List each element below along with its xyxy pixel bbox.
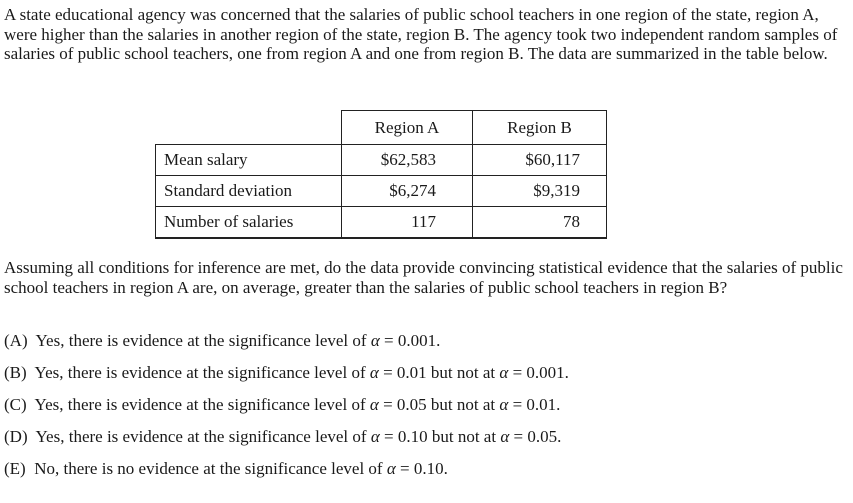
intro-paragraph: A state educational agency was concerned that the salaries of public school teachers in one region of the state, region A, were higher than the salaries in another region of the state, region B. The agency took two independent random samples of salaries of public school teachers, one from region A and one from region B. The data are summarized in the table below. [4,5,838,63]
table-row [156,207,607,239]
question-text: Assuming all conditions for inference are met, do the data provide convincing statistical evidence that the salaries of public school teachers in region A are, on average, greater than the salaries of public school teachers in region B? [4,258,843,297]
choice-letter: (E) [4,459,26,478]
alpha-symbol: α [369,363,379,382]
choice-letter: (A) [4,331,28,350]
choice-value: = 0.001. [379,331,441,350]
n-region-a: 117 [342,207,473,239]
mean-region-b: $60,117 [473,145,607,176]
choice-a[interactable] [4,330,569,362]
choice-text: Yes, there is evidence at the significance level of [35,427,367,446]
choice-value: = 0.001. [508,363,569,382]
summary-table [155,110,607,239]
choice-c[interactable] [4,394,569,426]
choice-text: Yes, there is evidence at the significance level of [34,363,366,382]
table-row [156,145,607,176]
choice-d[interactable] [4,426,569,458]
row-label-sd: Standard deviation [156,176,342,207]
choice-b[interactable] [4,362,569,394]
choice-value: = 0.01 [378,363,427,382]
n-region-b: 78 [473,207,607,239]
alpha-symbol: α [370,331,380,350]
choice-text: No, there is no evidence at the significance level of [34,459,383,478]
choice-value: = 0.01. [508,395,561,414]
alpha-symbol: α [499,395,509,414]
mean-region-a: $62,583 [342,145,473,176]
row-label-mean: Mean salary [156,145,342,176]
choice-text: Yes, there is evidence at the significance level of [34,395,366,414]
choice-text: Yes, there is evidence at the significance level of [35,331,367,350]
table-header-row [156,111,607,145]
sd-region-a: $6,274 [342,176,473,207]
choice-letter: (D) [4,427,28,446]
choice-letter: (B) [4,363,27,382]
header-region-b: Region B [473,111,607,145]
alpha-symbol: α [369,395,379,414]
choice-letter: (C) [4,395,27,414]
choice-tail: but not at [426,363,500,382]
choice-tail: but not at [427,427,501,446]
alpha-symbol: α [500,427,510,446]
row-label-n: Number of salaries [156,207,342,239]
alpha-symbol: α [386,459,396,478]
choice-value: = 0.10 [379,427,428,446]
choice-value: = 0.05. [509,427,562,446]
choice-value: = 0.05 [378,395,427,414]
alpha-symbol: α [499,363,509,382]
choice-value: = 0.10. [395,459,448,478]
header-region-a: Region A [342,111,473,145]
choice-e[interactable] [4,458,569,490]
choice-tail: but not at [426,395,500,414]
answer-choices [4,330,569,490]
alpha-symbol: α [370,427,380,446]
sd-region-b: $9,319 [473,176,607,207]
table-row [156,176,607,207]
table-corner [156,111,342,145]
